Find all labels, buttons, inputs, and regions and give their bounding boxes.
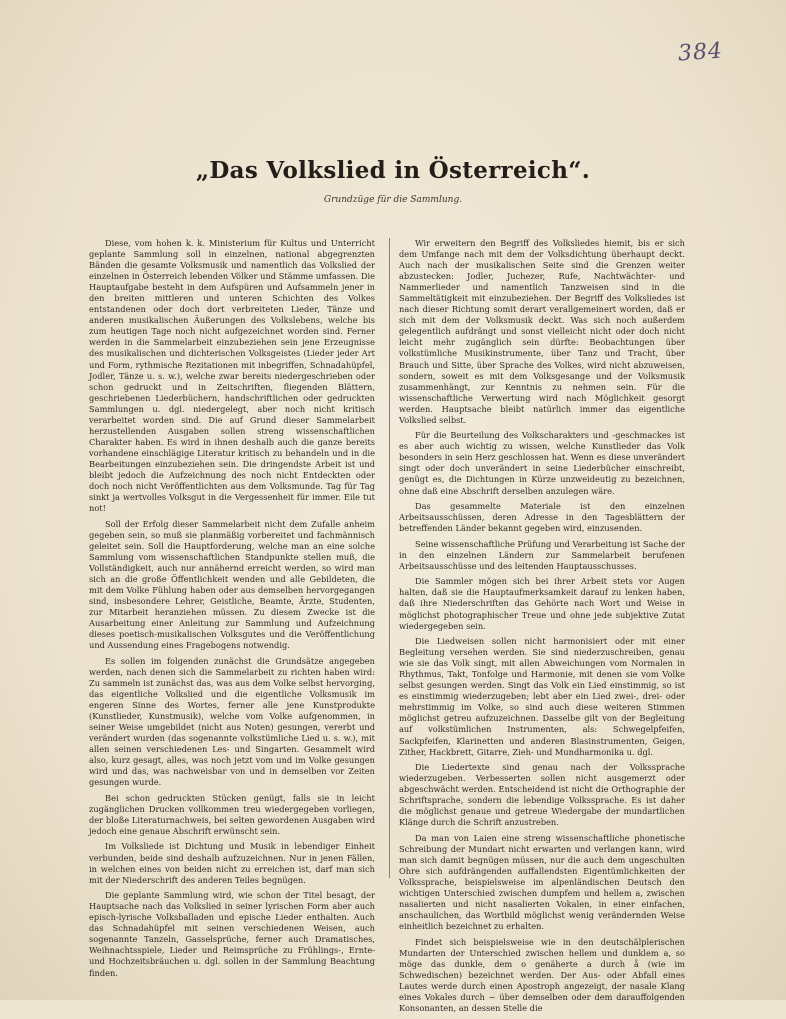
paragraph: Findet sich beispielsweise wie in den deutschälplerischen Mundarten der Unterschied zwischen hellem und dunklem a, so möge das dunkle, dem o genäherte a durch å (wie im Schwedischen) bezeichnet werden. Der Aus- oder Abfall eines Lautes werde durch einen Apostroph angezeigt, der nasale Klang eines Vokales durch ~ über demselben oder dem darauffolgenden Konsonanten, an dessen Stelle die xyxy=(399,936,685,1014)
right-text-column xyxy=(399,238,685,1019)
paragraph: Die geplante Sammlung wird, wie schon der Titel besagt, der Hauptsache nach das Volkslied in seiner lyrischen Form aber auch episch-lyrische Volksballaden und epische Lieder enthalten. Auch das Schnadahüpfel mit seinen verschiedenen Weisen, auch sogenannte Tanzeln, Gasselsprüche, ferner auch Dramatisches, Weihnachtsspiele, Lieder und Reimsprüche zu Frühlings-, Ernte- und Hochzeitsbräuchen u. dgl. sollen in der Sammlung Beachtung finden. xyxy=(89,890,375,978)
handwritten-page-number: 384 xyxy=(677,38,724,67)
paragraph: Die Sammler mögen sich bei ihrer Arbeit stets vor Augen halten, daß sie die Hauptaufmerksamkeit darauf zu lenken haben, daß ihre Niederschriften das Gehörte nach Wort und Weise in möglichst photographischer Treue und ohne jede subjektive Zutat wiedergegeben sein. xyxy=(399,576,685,631)
document-subtitle: Grundzüge für die Sammlung. xyxy=(323,195,463,205)
paragraph: Da man von Laien eine streng wissenschaftliche phonetische Schreibung der Mundart nicht erwarten und verlangen kann, wird man sich damit begnügen müssen, nur die auch dem ungeschulten Ohre sich aufdrängenden auffallendsten Eigentümlichkeiten der Volkssprache, beispielsweise im alpenländischen Deutsch den wichtigen Unterschied zwischen dumpfem und hellem a, zwischen nasalierten und nicht nasalierten Vokalen, in einer einfachen, anschaulichen, das Wortbild möglichst wenig verändernden Weise einheitlich bezeichnet zu erhalten. xyxy=(399,832,685,932)
paragraph: Seine wissenschaftliche Prüfung und Verarbeitung ist Sache der in den einzelnen Ländern zur Sammelarbeit berufenen Arbeitsausschüsse und des leitenden Hauptausschusses. xyxy=(399,538,685,571)
paragraph: Es sollen im folgenden zunächst die Grundsätze angegeben werden, nach denen sich die Sammelarbeit zu richten haben wird: Zu sammeln ist zunächst das, was aus dem Volke selbst hervorging, das eigentliche Volkslied und die eigentliche Volksmusik im engeren Sinne des Wortes, ferner alle jene Kunstprodukte (Kunstlieder, Kunstmusik), welche vom Volke aufgenommen, in seiner Weise umgebildet (nicht aus Noten) gesungen, vererbt und verändert wurden (das sogenannte volkstümliche Lied u. s. w.), mit allen seinen verschiedenen Les- und Singarten. Gesammelt wird also, kurz gesagt, alles, was noch jetzt vom und im Volke gesungen wird und das, was nachweisbar von und in demselben vor Zeiten gesungen wurde. xyxy=(89,655,375,788)
paragraph: Die Liedweisen sollen nicht harmonisiert oder mit einer Begleitung versehen werden. Sie sind niederzuschreiben, genau wie sie das Volk singt, mit allen Abweichungen vom Normalen in Rhythmus, Takt, Tonfolge und Harmonie, mit denen sie vom Volke selbst gesungen werden. Singt das Volk ein Lied einstimmig, so ist es einstimmig wiederzugeben; lebt aber ein Lied zwei-, drei- oder mehrstimmig im Volke, so sind auch diese weiteren Stimmen möglichst getreu aufzuzeichnen. Dasselbe gilt von der Begleitung auf volkstümlichen Instrumenten, als: Schwegelpfeifen, Sackpfeifen, Klarinetten und anderen Blasinstrumenten, Geigen, Zither, Hackbrett, Gitarre, Zieh- und Mundharmonika u. dgl. xyxy=(399,636,685,757)
column-divider xyxy=(389,238,390,878)
paragraph: Soll der Erfolg dieser Sammelarbeit nicht dem Zufalle anheim gegeben sein, so muß sie planmäßig vorbereitet und fachmännisch geleitet sein. Soll die Hauptforderung, welche man an eine solche Sammlung vom wissenschaftlichen Standpunkte stellen muß, die Vollständigkeit, auch nur annähernd erreicht werden, so wird man sich an die große Öffentlichkeit wenden und alle Gebildeten, die mit dem Volke Fühlung haben oder aus demselben hervorgegangen sind, insbesondere Lehrer, Geistliche, Beamte, Ärzte, Studenten, zur Mitarbeit heranziehen müssen. Zu diesem Zwecke ist die Ausarbeitung einer Anleitung zur Sammlung und Aufzeichnung dieses poetisch-musikalischen Volksgutes und die Veröffentlichung und Aussendung eines Fragebogens notwendig. xyxy=(89,518,375,651)
paragraph: Im Volksliede ist Dichtung und Musik in lebendiger Einheit verbunden, beide sind deshalb aufzuzeichnen. Nur in jenen Fällen, in welchen eines von beiden nicht zu erreichen ist, darf man sich mit der Niederschrift des anderen Teiles begnügen. xyxy=(89,841,375,885)
paragraph: Wir erweitern den Begriff des Volksliedes hiemit, bis er sich dem Umfange nach mit dem der Volksdichtung überhaupt deckt. Auch nach der musikalischen Seite sind die Grenzen weiter abzustecken: Jodler, Juchezer, Rufe, Nachtwächter- und Nammerlieder und namentlich Tanzweisen sind in die Sammeltätigkeit mit einzubeziehen. Der Begriff des Volksliedes ist nach dieser Richtung somit derart verallgemeinert worden, daß er sich mit dem der Volksmusik deckt. Was sich noch außerdem gelegentlich aufdrängt und sonst vielleicht nicht oder doch nicht leicht mehr zugänglich sein dürfte: Beobachtungen über volkstümliche Musikinstrumente, über Tanz und Tracht, über Brauch und Sitte, über Sprache des Volkes, wird nicht abzuweisen, sondern, soweit es mit dem Volksgesange und der Volksmusik zusammenhängt, zur Kenntnis zu nehmen sein. Für die wissenschaftliche Verwertung wird nach Möglichkeit gesorgt werden. Hauptsache bleibt natürlich immer das eigentliche Volkslied selbst. xyxy=(399,238,685,425)
left-text-column xyxy=(89,238,375,983)
paragraph: Bei schon gedruckten Stücken genügt, falls sie in leicht zugänglichen Drucken vollkommen treu wiedergegeben vorliegen, der bloße Literaturnachweis, bei selten gewordenen Ausgaben wird jedoch eine genaue Abschrift erwünscht sein. xyxy=(89,792,375,836)
paragraph: Das gesammelte Materiale ist den einzelnen Arbeitsausschüssen, deren Adresse in den Tagesblättern der betreffenden Länder bekannt gegeben wird, einzusenden. xyxy=(399,501,685,534)
document-title: „Das Volkslied in Österreich“. xyxy=(195,157,591,184)
paragraph: Für die Beurteilung des Volkscharakters und -geschmackes ist es aber auch wichtig zu wissen, welche Kunstlieder das Volk besonders in sein Herz geschlossen hat. Wenn es diese unverändert singt oder doch unverändert in seine Liederbücher einschreibt, genügt es, die Dichtungen in Kürze unzweideutig zu bezeichnen, ohne daß eine Abschrift derselben anzulegen wäre. xyxy=(399,430,685,496)
paragraph: Diese, vom hohen k. k. Ministerium für Kultus und Unterricht geplante Sammlung soll in einzelnen, national abgegrenzten Bänden die gesamte Volksmusik und namentlich das Volkslied der einzelnen in Österreich lebenden Völker und Stämme umfassen. Die Hauptaufgabe besteht in dem Aufspüren und Aufsammeln jener in den breiten mittleren und unteren Schichten des Volkes entstandenen oder doch dort verbreiteten Lieder, Tänze und anderen musikalischen Äußerungen des Volkslebens, welche bis zum heutigen Tage noch nicht aufgezeichnet worden sind. Ferner werden in die Sammelarbeit einzubeziehen sein jene Erzeugnisse des musikalischen und dichterischen Volksgeistes (Lieder jeder Art und Form, rythmische Rezitationen mit inbegriffen, Schnadahüpfel, Jodler, Tänze u. s. w.), welche zwar bereits niedergeschrieben oder schon gedruckt und in Zeitschriften, fliegenden Blättern, geschriebenen Liederbüchern, handschriftlichen oder gedruckten Sammlungen u. dgl. niedergelegt, aber noch nicht kritisch verarbeitet worden sind. Die auf Grund dieser Sammelarbeit herzustellenden Ausgaben sollen streng wissenschaftlichen Charakter haben. Es wird in ihnen deshalb auch die ganze bereits vorhandene einschlägige Literatur kritisch zu behandeln und in die Bearbeitungen einzubeziehen sein. Die dringendste Arbeit ist und bleibt jedoch die Aufzeichnung des noch nicht Entdeckten oder doch noch nicht Veröffentlichten aus dem Volksmunde. Tag für Tag sinkt ja wertvolles Volksgut in die Vergessenheit für immer. Eile tut not! xyxy=(89,238,375,514)
paragraph: Die Liedertexte sind genau nach der Volkssprache wiederzugeben. Verbesserten sollen nicht ausgemerzt oder abgeschwächt werden. Entscheidend ist nicht die Orthographie der Schriftsprache, sondern die lebendige Volkssprache. Es ist daher die möglichst genaue und getreue Wiedergabe der mundartlichen Klänge durch die Schrift anzustreben. xyxy=(399,762,685,828)
